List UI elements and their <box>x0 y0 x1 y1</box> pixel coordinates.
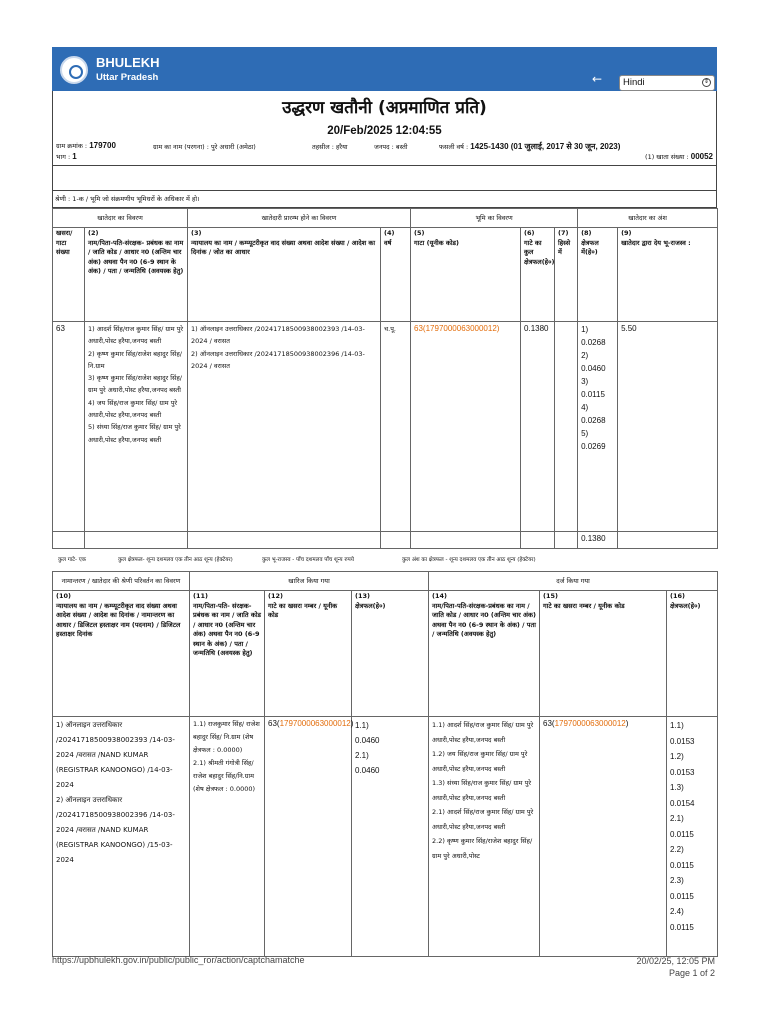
col-gata-number: खसरा/ गाटा संख्या <box>53 228 85 322</box>
total-share-area: कुल अंश का क्षेत्रफल - शून्य दशमलव एक तीन आठ शून्य (हेक्टेयर) <box>402 557 536 563</box>
village-code-label: ग्राम क्रमांक : <box>56 142 88 150</box>
totals-line <box>52 549 717 571</box>
added-gata-suffix: ) <box>625 719 629 728</box>
tehsil: तहसील : हरैया <box>312 143 348 151</box>
brand-name: BHULEKH <box>96 55 160 70</box>
removed-gata-cell <box>265 717 352 957</box>
order-list: 1) ऑनलाइन उत्तराधिकार /20241718500938002393 /14-03-2024 / वरासत 2) ऑनलाइन उत्तराधिकार /20241718500938002396 /14-03-2024 / वरासत <box>188 322 381 532</box>
fasli-label: फसली वर्ष : <box>439 143 469 151</box>
table-total-row <box>53 532 718 549</box>
col-share: (7) हिस्से में <box>555 228 578 322</box>
area-breakdown: 1) 0.0268 2) 0.0460 3) 0.0115 4) 0.0268 5) 0.0269 <box>578 322 618 532</box>
mutation-table <box>52 571 718 957</box>
khata-number: 00052 <box>690 152 713 161</box>
language-select[interactable] <box>619 75 715 91</box>
footer-url: https://upbhulekh.gov.in/public/public_ror/action/captchamatche <box>52 955 305 965</box>
group-land-details: भूमि का विवरण <box>411 209 578 228</box>
bhag-label: भाग : <box>56 153 71 161</box>
back-arrow-icon[interactable]: ← <box>592 72 603 86</box>
col-court-order: (3) न्यायालय का नाम / कम्प्यूटरीकृत वाद संख्या अथवा आदेश संख्या / आदेश का दिनांक / जोत का आधार <box>188 228 381 322</box>
col-added-area: (16) क्षेत्रफल(हे०) <box>667 591 718 717</box>
up-emblem-icon <box>60 56 88 84</box>
khatauni-table <box>52 208 718 549</box>
total-area: कुल क्षेत्रफल- शून्य दशमलव एक तीन आठ शून्य (हेक्टेयर) <box>118 557 233 563</box>
chevron-updown-icon: ⇕ <box>703 79 710 85</box>
col-removed-area: (13) क्षेत्रफल(हे०) <box>352 591 429 717</box>
removed-gata-prefix: 63( <box>268 719 280 728</box>
removed-area: 1.1) 0.0460 2.1) 0.0460 <box>352 717 429 957</box>
added-gata-code-link[interactable]: 1797000063000012 <box>554 719 626 728</box>
khata-label: (1) खाता संख्या : <box>645 153 689 161</box>
added-gata-cell <box>540 717 667 957</box>
record-meta <box>52 138 717 166</box>
gata-code-prefix: 63( <box>414 324 426 333</box>
brand-state: Uttar Pradesh <box>96 72 159 83</box>
group-owner-share: खातेदार का अंश <box>578 209 718 228</box>
site-header <box>52 47 717 91</box>
document-datetime: 20/Feb/2025 12:04:55 <box>327 125 442 137</box>
added-names: 1.1) आदर्श सिंह/राज कुमार सिंह/ ग्राम पुरे अधारी,पोस्ट हरैया,जनपद बस्ती 1.2) जय सिंह/राज कुमार सिंह/ ग्राम पुरे अधारी,पोस्ट हरैया,जनपद बस्ती 1.3) संध्या सिंह/राज कुमार सिंह/ ग्राम पुरे अधारी,पोस्ट हरैया,जनपद बस्ती 2.1) आदर्श सिंह/राज कुमार सिंह/ ग्राम पुरे अधारी,पोस्ट हरैया,जनपद बस्ती 2.2) कृष्ण कुमार सिंह/राजेश बहादुर सिंह/ग्राम पुरे अधारी,पोस्ट <box>429 717 540 957</box>
added-area: 1.1) 0.0153 1.2) 0.0153 1.3) 0.0154 2.1) 0.0115 2.2) 0.0115 2.3) 0.0115 2.4) 0.0115 <box>667 717 718 957</box>
removed-gata-code-link[interactable]: 1797000063000012 <box>279 719 351 728</box>
footer-page-number: Page 1 of 2 <box>668 968 715 978</box>
gata-code-suffix: ) <box>496 324 500 333</box>
group-mutation: नामान्तरण / खातेदार की श्रेणी परिवर्तन का विवरण <box>53 572 190 591</box>
fasli-year: 1425-1430 (01 जुलाई, 2017 से 30 जून, 2023) <box>470 142 621 151</box>
col-gata-code: (5) गाटा (यूनीक कोड) <box>411 228 521 322</box>
group-ownership-start: खातेदारी प्रारम्भ होने का विवरण <box>188 209 411 228</box>
document-title: उद्धरण खतौनी (अप्रमाणित प्रति) <box>282 98 487 118</box>
total-area-value: 0.1380 <box>521 322 555 532</box>
added-gata-prefix: 63( <box>543 719 555 728</box>
village-name: ग्राम का नाम (परगना) : पुरे अधारी (अमेठा) <box>153 143 256 151</box>
group-owner-details: खातेदार का विवरण <box>53 209 188 228</box>
col-revenue: (9) खातेदार द्वारा देय भू-राजस्व : <box>618 228 718 322</box>
footer-meta <box>636 955 715 979</box>
group-added: दर्ज किया गया <box>429 572 718 591</box>
total-revenue: कुल भू-राजस्व - पाँच दशमलव पाँच शून्य रुपये <box>262 557 354 563</box>
col-added-gata: (15) गाटे का खसरा नम्बर / यूनीक कोड <box>540 591 667 717</box>
gata-number: 63 <box>53 322 85 532</box>
revenue-value: 5.50 <box>618 322 718 532</box>
gata-code-link[interactable]: 1797000063000012 <box>425 324 497 333</box>
document-frame <box>52 47 717 932</box>
col-owner-name: (2) नाम/पिता-पति-संरक्षक- प्रबंधक का नाम / जाति कोड / आधार न0 (अन्तिम चार अंक) अथवा पैन न0 (6-9 स्थान के अंक) / पता / जन्मतिथि (अवयस्क हेतु) <box>85 228 188 322</box>
language-select-value: Hindi <box>623 77 645 88</box>
col-removed-gata: (12) गाटे का खसरा नम्बर / यूनीक कोड <box>265 591 352 717</box>
category-line: श्रेणी : 1-क / भूमि जो संक्रमणीय भूमिधरों के अधिकार में हो। <box>52 191 717 208</box>
removed-gata-suffix: ) <box>350 719 354 728</box>
gata-code-cell <box>411 322 521 532</box>
bhag-value: 1 <box>72 152 77 161</box>
col-total-area: (6) गाटे का कुल क्षेत्रफल(हे०) <box>521 228 555 322</box>
district: जनपद : बस्ती <box>374 143 408 151</box>
footer-datetime: 20/02/25, 12:05 PM <box>636 956 715 966</box>
village-code: 179700 <box>89 141 116 150</box>
col-mutation-details: (10) न्यायालय का नाम / कम्प्यूटरीकृत वाद संख्या अथवा आदेश संख्या / आदेश का दिनांक / नामान्तरण का आधार / डिजिटल हस्ताक्षर नाम (पदनाम) / डिजिटल हस्ताक्षर दिनांक <box>53 591 190 717</box>
col-area: (8) क्षेत्रफल में(हे०) <box>578 228 618 322</box>
col-removed-names: (11) नाम/पिता-पति- संरक्षक-प्रबंधक का नाम / जाति कोड / आधार न0 (अन्तिम चार अंक) अथवा पैन न0 (6-9 स्थान के अंक) / पता / जन्मतिथि (अवयस्क हेतु) <box>190 591 265 717</box>
group-removed: खारिज किया गया <box>190 572 429 591</box>
col-year: (4) वर्ष <box>381 228 411 322</box>
table-row <box>53 717 718 957</box>
total-gata: कुल गाटे- एक <box>58 557 86 563</box>
total-area-sum: 0.1380 <box>578 532 618 549</box>
mutation-details: 1) ऑनलाइन उत्तराधिकार /20241718500938002393 /14-03-2024 /वरासत /NAND KUMAR (REGISTRAR KANOONGO) /14-03-2024 2) ऑनलाइन उत्तराधिकार /20241718500938002396 /14-03-2024 /वरासत /NAND KUMAR (REGISTRAR KANOONGO) /15-03-2024 <box>53 717 190 957</box>
table-row <box>53 322 718 532</box>
owner-list: 1) आदर्श सिंह/राज कुमार सिंह/ ग्राम पुरे अधारी,पोस्ट हरैया,जनपद बस्ती 2) कृष्ण कुमार सिंह/राजेश बहादुर सिंह/नि.ग्राम 3) कृष्ण कुमार सिंह/राजेश बहादुर सिंह/ग्राम पुरे अधारी,पोस्ट हरैया,जनपद बस्ती 4) जय सिंह/राज कुमार सिंह/ ग्राम पुरे अधारी,पोस्ट हरैया,जनपद बस्ती 5) संध्या सिंह/राज कुमार सिंह/ ग्राम पुरे अधारी,पोस्ट हरैया,जनपद बस्ती <box>85 322 188 532</box>
removed-names: 1.1) राजकुमार सिंह/ राजेश बहादुर सिंह/ नि.ग्राम (शेष क्षेत्रफल : 0.0000) 2.1) श्रीमती गंगोत्री सिंह/राजेश बहादुर सिंह/नि.ग्राम (शेष क्षेत्रफल : 0.0000) <box>190 717 265 957</box>
col-added-names: (14) नाम/पिता-पति-संरक्षक-प्रबंधक का नाम / जाति कोड / आधार न0 (अन्तिम चार अंक) अथवा पैन न0 (6-9 स्थान के अंक) / पता / जन्मतिथि (अवयस्क हेतु) <box>429 591 540 717</box>
year-value: च.पू. <box>381 322 411 532</box>
share-value <box>555 322 578 532</box>
